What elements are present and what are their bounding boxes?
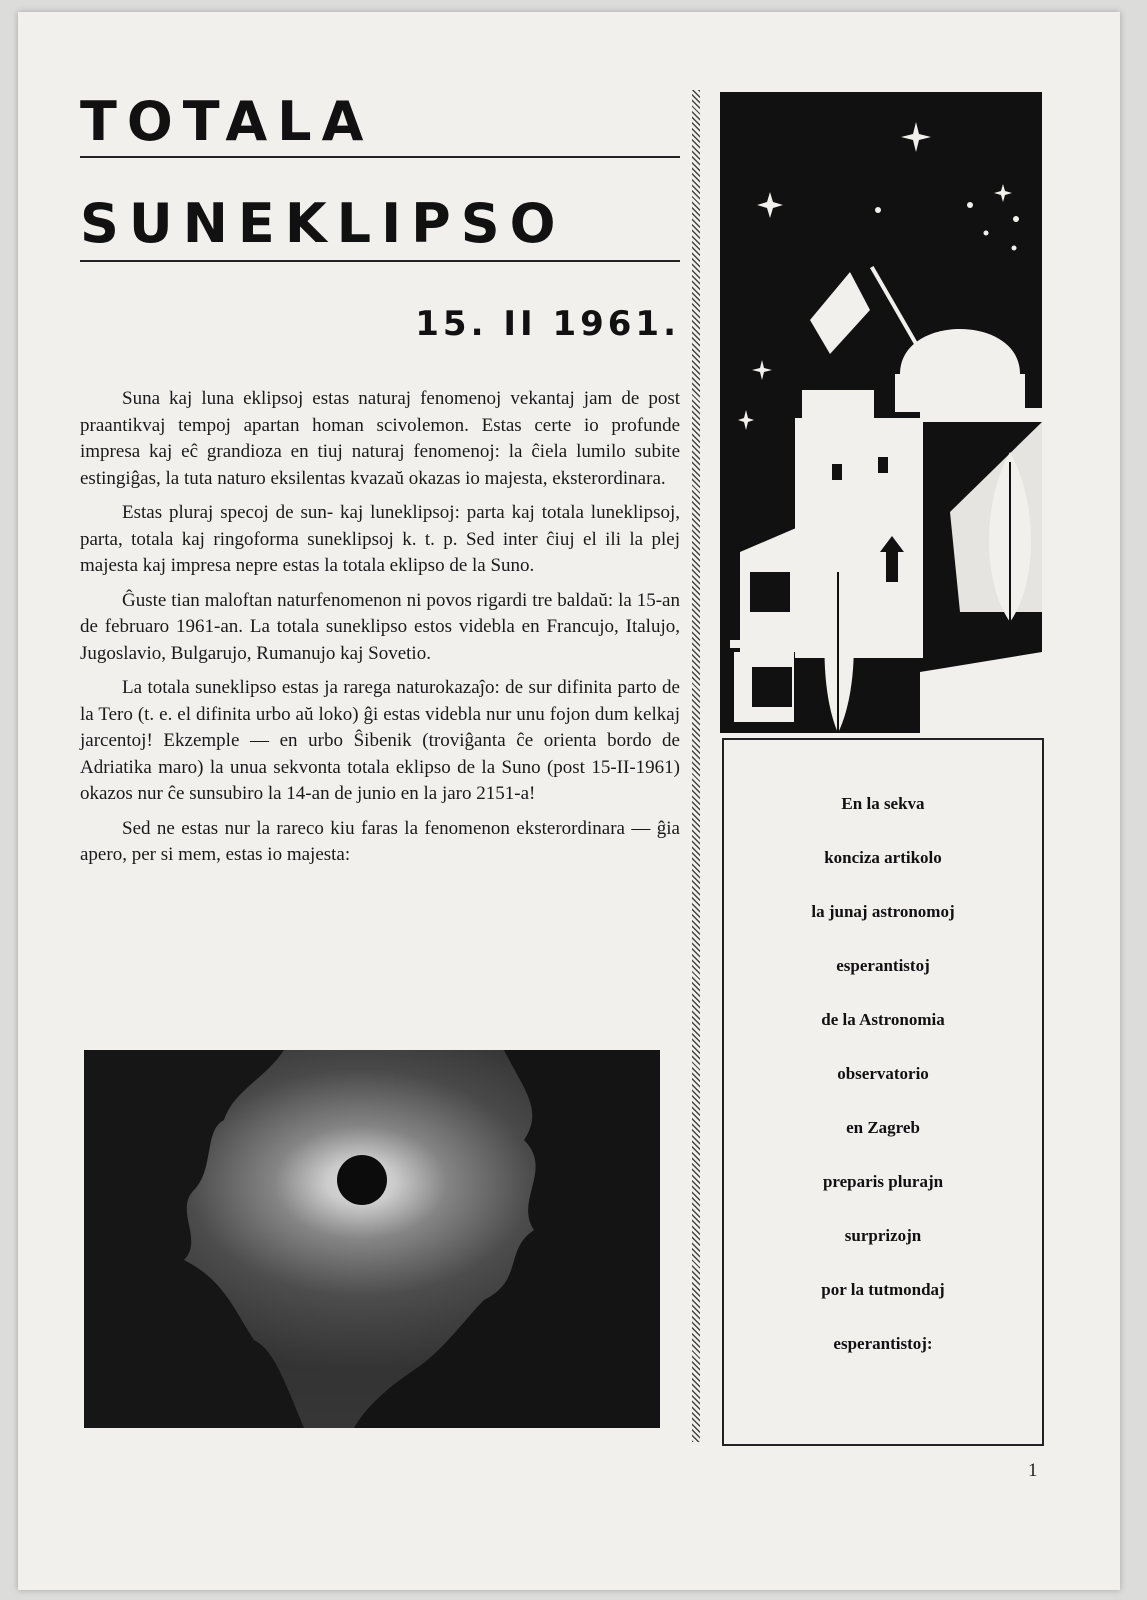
paragraph-4: La totala suneklipso estas ja rarega naturokazaĵo: de sur difinita parto de la Tero (t. e. el difinita urbo aŭ loko) ĝi estas videbla nur unu fojon dum kelkaj jarcentoj! Ekzemple — en urbo Ŝibenik (troviĝanta ĉe orienta bordo de Adriatika maro) la unua sekvonta totala eklipso de la Suno (post 15-II-1961) okazos nur ĉe sunsubiro la 14-an de junio en la jaro 2151-a! xyxy=(80,677,680,804)
star-icon xyxy=(984,231,989,236)
title-rule-2 xyxy=(80,260,680,262)
sidebar-line: observatorio xyxy=(837,1064,929,1083)
paragraph-2: Estas pluraj specoj de sun- kaj luneklipsoj: parta kaj totala luneklipsoj, parta, totala kaj ringoforma suneklipsoj k. t. p. Sed inter ĉiuj el ili la plej majesta kaj impresa nepre estas la totala eklipso de la Suno. xyxy=(80,502,680,576)
article-body xyxy=(80,386,680,877)
sidebar-line: konciza artikolo xyxy=(824,848,942,867)
moon-disc xyxy=(337,1155,387,1205)
eclipse-photo xyxy=(84,1050,660,1428)
star-icon xyxy=(875,207,881,213)
paragraph-5: Sed ne estas nur la rareco kiu faras la fenomenon eksterordinara — ĝia apero, per si mem, estas io majesta: xyxy=(80,817,680,865)
sidebar-line: En la sekva xyxy=(841,794,925,813)
star-icon xyxy=(967,202,973,208)
page-number: 1 xyxy=(1028,1460,1038,1481)
sidebar-line: surprizojn xyxy=(844,1226,922,1245)
sidebar-line: de la Astronomia xyxy=(821,1010,945,1029)
paragraph-1: Suna kaj luna eklipsoj estas naturaj fenomenoj vekantaj jam de post praantikvaj tempoj apartan homan scivolemon. Estas certe io profunde impresa kaj eĉ grandioza en tiuj naturaj fenomenoj: la ĉiela lumilo subite estingiĝas, la tuta naturo eksilentas kvazaŭ okazas io majesta, eksterordinara. xyxy=(80,388,680,489)
magazine-page xyxy=(18,12,1120,1590)
observatory-illustration xyxy=(720,92,1042,733)
column-divider xyxy=(692,90,700,1442)
paragraph-3: Ĝuste tian maloftan naturfenomenon ni povos rigardi tre baldaŭ: la 15-an de februaro 1961-an. La totala suneklipso estos videbla en Francujo, Italujo, Jugoslavio, Bulgarujo, Rumanujo kaj Sovetio. xyxy=(80,589,680,664)
star-icon xyxy=(1013,216,1019,222)
eclipse-date: 15. II 1961. xyxy=(415,304,680,344)
star-icon xyxy=(1012,246,1017,251)
title-rule-1 xyxy=(80,156,680,158)
sidebar-line: preparis plurajn xyxy=(822,1172,944,1191)
title-line-1: TOTALA xyxy=(80,90,374,153)
sidebar-box xyxy=(722,738,1044,1446)
sidebar-line: esperantistoj xyxy=(836,956,930,975)
sidebar-line: esperantistoj: xyxy=(833,1334,933,1353)
sidebar-line: por la tutmondaj xyxy=(821,1280,945,1299)
sidebar-line: la junaj astronomoj xyxy=(811,902,955,921)
sidebar-line: en Zagreb xyxy=(846,1118,920,1137)
title-line-2: SUNEKLIPSO xyxy=(80,192,566,255)
